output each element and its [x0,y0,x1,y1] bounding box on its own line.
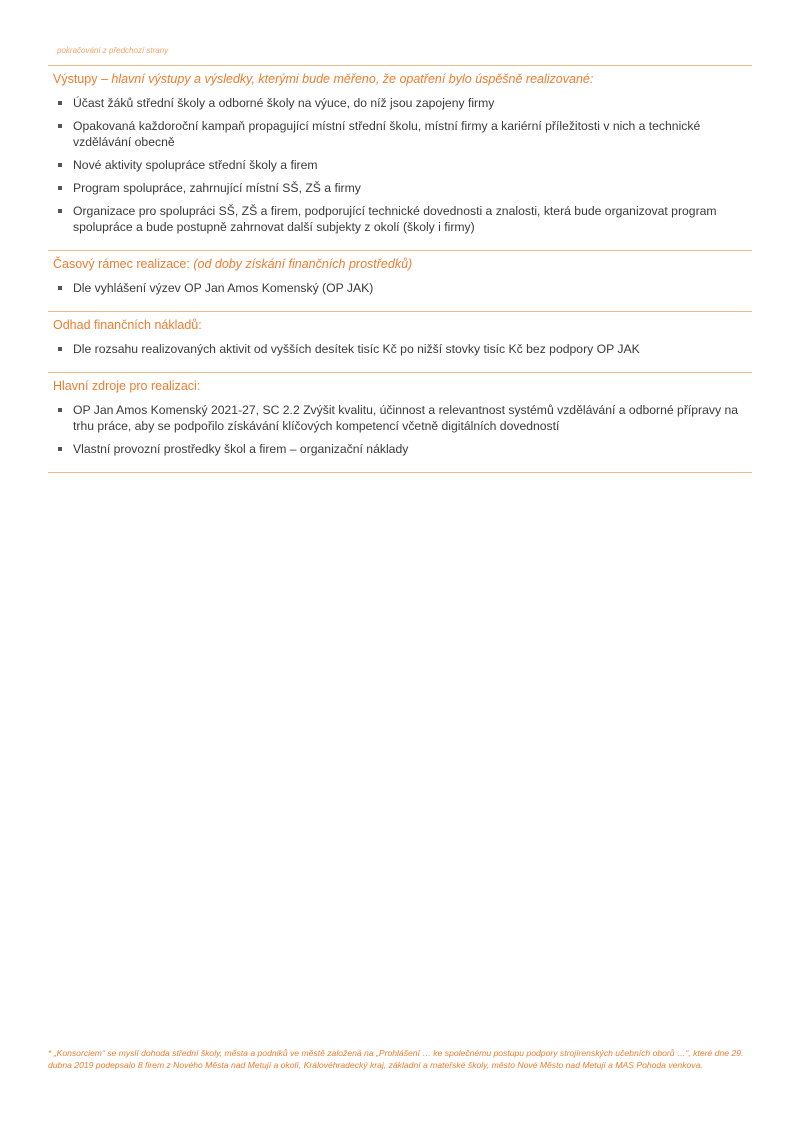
bullet-icon [58,163,62,167]
document-body [48,65,752,473]
bullet-list [48,280,752,296]
list-item [48,157,752,173]
bullet-list [48,95,752,235]
bullet-icon [58,186,62,190]
section-heading-note: – hlavní výstupy a výsledky, kterými bude měřeno, že opatření bylo úspěšně realizované: [97,72,594,86]
list-item-text: OP Jan Amos Komenský 2021-27, SC 2.2 Zvýšit kvalitu, účinnost a relevantnost systémů vzdělávání a odborné přípravy na trhu práce, aby se podpořilo získávání klíčových kompetencí včetně digitálních dovedností [73,403,739,433]
section-heading-note: (od doby získání finančních prostředků) [193,257,413,271]
list-item-text: Opakovaná každoroční kampaň propagující místní střední školu, místní firmy a kariérní příležitosti v nich a technické vzdělávání obecně [73,119,701,149]
footnote: * „Konsorciem“ se myslí dohoda střední školy, města a podniků ve městě založená na „Prohlášení … ke společnému postupu podpory strojírenských učebních oborů …“, které dne 29. dubna 2019 podepsalo 8 firem z Nového Města nad Metují a okolí, Královéhradecký kraj, základní a mateřské školy, město Nové Město nad Metují a MAS Pohoda venkova. [48,1048,744,1070]
section-heading-title: Časový rámec realizace: [53,257,194,271]
bullet-list [48,341,752,357]
list-item [48,180,752,196]
section-heading-title: Odhad finančních nákladů: [53,318,202,332]
bullet-icon [58,124,62,128]
section-heading [48,378,752,394]
list-item-text: Program spolupráce, zahrnující místní SŠ, ZŠ a firmy [73,181,361,195]
list-item [48,341,752,357]
section-heading [48,256,752,272]
list-item [48,203,752,235]
list-item [48,95,752,111]
section-timeframe [48,250,752,311]
list-item-text: Dle rozsahu realizovaných aktivit od vyšších desítek tisíc Kč po nižší stovky tisíc Kč bez podpory OP JAK [73,342,640,356]
list-item [48,280,752,296]
section-heading [48,71,752,87]
bullet-icon [58,286,62,290]
bullet-list [48,402,752,457]
section-heading [48,317,752,333]
list-item-text: Organizace pro spolupráci SŠ, ZŠ a firem, podporující technické dovednosti a znalosti, která bude organizovat program spolupráce a bude postupně zahrnovat další subjekty z okolí (školy i firmy) [73,204,717,234]
bullet-icon [58,408,62,412]
section-cost-estimate [48,311,752,372]
list-item [48,118,752,150]
list-item-text: Dle vyhlášení výzev OP Jan Amos Komenský (OP JAK) [73,281,374,295]
list-item [48,441,752,457]
section-heading-title: Výstupy [53,72,98,86]
bullet-icon [58,101,62,105]
bullet-icon [58,447,62,451]
section-outputs [48,65,752,250]
list-item-text: Nové aktivity spolupráce střední školy a firem [73,158,318,172]
bullet-icon [58,347,62,351]
list-item [48,402,752,434]
continued-from-previous-page: pokračování z předchozí strany [57,46,169,55]
bullet-icon [58,209,62,213]
list-item-text: Účast žáků střední školy a odborné školy na výuce, do níž jsou zapojeny firmy [73,96,495,110]
section-funding-sources [48,372,752,473]
section-heading-title: Hlavní zdroje pro realizaci: [53,379,201,393]
list-item-text: Vlastní provozní prostředky škol a firem – organizační náklady [73,442,409,456]
